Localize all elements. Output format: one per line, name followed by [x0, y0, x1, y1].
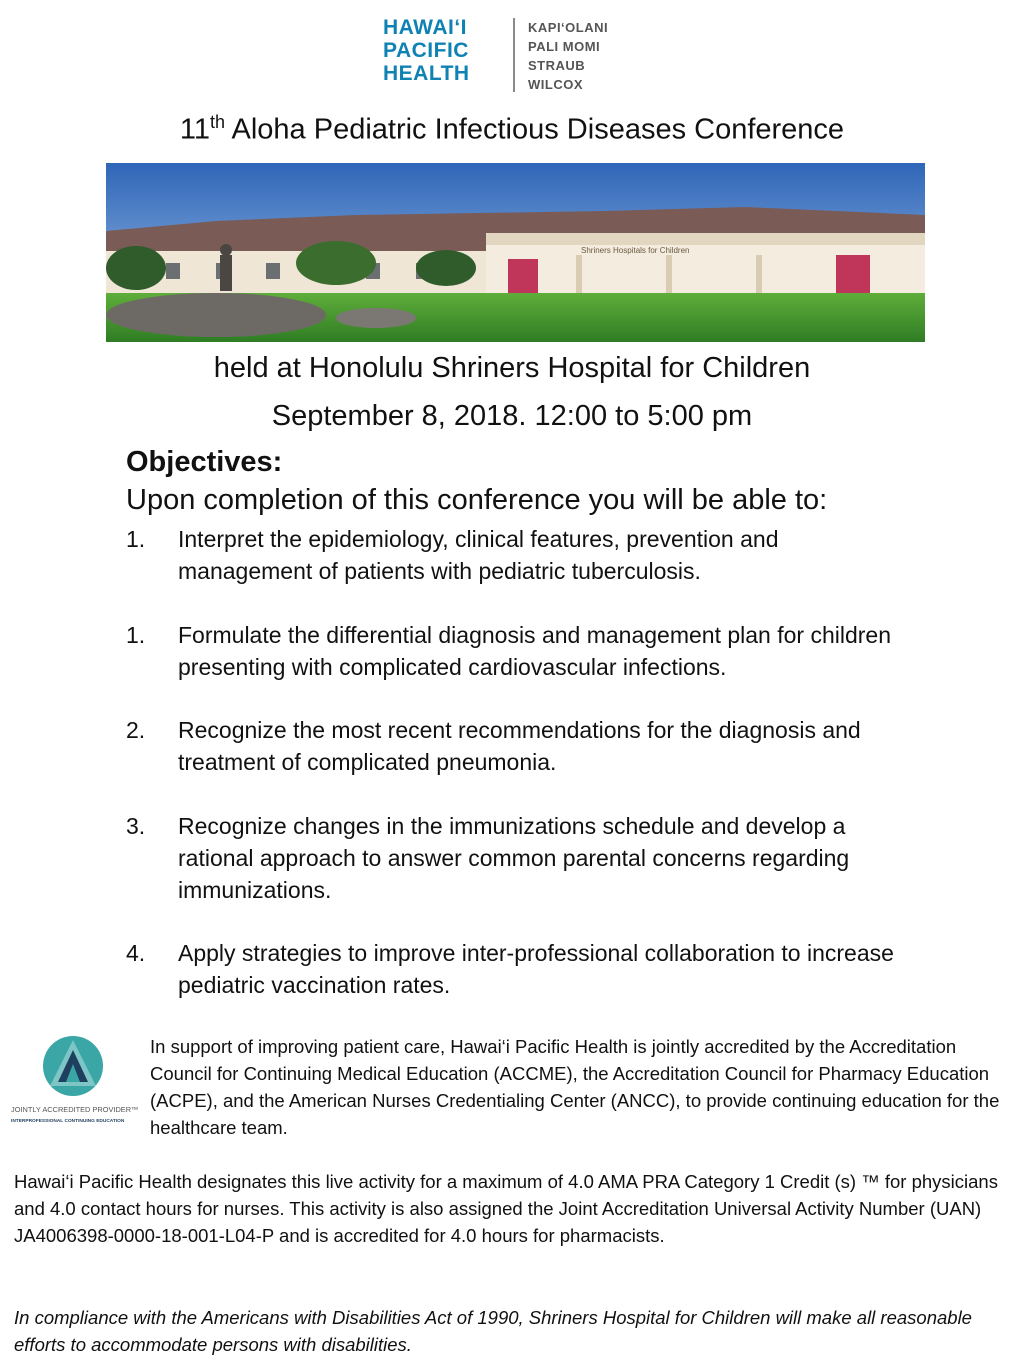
date-line: September 8, 2018. 12:00 to 5:00 pm	[271, 400, 753, 432]
logo-divider	[513, 18, 515, 92]
objectives-heading: Objectives:	[126, 446, 283, 478]
objective-item	[126, 937, 906, 1001]
tree	[296, 241, 376, 285]
tree	[106, 246, 166, 290]
statue	[220, 255, 232, 291]
logo-line: HAWAI‘I	[383, 16, 468, 39]
affiliate-name: WILCOX	[528, 77, 583, 92]
affiliate-name: PALI MOMI	[528, 39, 601, 54]
objective-item	[126, 619, 906, 683]
credit-designation: Hawai‘i Pacific Health designates this live activity for a maximum of 4.0 AMA PRA Category 1 Credit (s) ™ for physicians and 4.0 contact hours for nurses. This activity is also assigned the Joint Accreditation Universal Activity Number (UAN) JA4006398-0000-18-001-L04-P and is accredited for 4.0 hours for pharmacists.	[14, 1171, 998, 1246]
affiliate-name: STRAUB	[528, 58, 586, 73]
objective-text: Apply strategies to improve inter-professional collaboration to increase pediatric vaccination rates.	[178, 940, 894, 998]
accreditation-statement: In support of improving patient care, Hawai‘i Pacific Health is jointly accredited by the Accreditation Council for Continuing Medical Education (ACCME), the Accreditation Council for Pharmacy Education (ACPE), and the American Nurses Credentialing Center (ANCC), to provide continuing education for the healthcare team.	[150, 1036, 1000, 1138]
objective-number: 1.	[126, 526, 146, 552]
objective-item	[126, 714, 906, 778]
building-sign: Shriners Hospitals for Children	[581, 246, 690, 255]
objective-text: Recognize the most recent recommendations for the diagnosis and treatment of complicated pneumonia.	[178, 717, 861, 775]
objective-number: 1.	[126, 622, 146, 648]
window	[266, 263, 280, 279]
tree	[416, 250, 476, 286]
statue-head	[220, 244, 232, 256]
title-ordinal: th	[210, 112, 226, 132]
objective-text: Formulate the differential diagnosis and management plan for children presenting with complicated cardiovascular infections.	[178, 622, 891, 680]
logo-subcaption: INTERPROFESSIONAL CONTINUING EDUCATION	[11, 1119, 125, 1124]
banner	[508, 259, 538, 293]
objective-item	[126, 810, 906, 906]
entrance-canopy	[486, 233, 925, 245]
title-number: 11	[179, 113, 211, 146]
logo-wordmark	[383, 16, 470, 85]
hawaii-pacific-health-logo	[383, 16, 653, 96]
logo-line: PACIFIC	[383, 39, 469, 62]
jointly-accredited-provider-logo	[8, 1024, 138, 1134]
objective-number: 4.	[126, 940, 146, 966]
rock	[336, 308, 416, 328]
objective-text: Recognize changes in the immunizations schedule and develop a rational approach to answer common parental concerns regarding immunizations.	[178, 813, 850, 903]
affiliate-name: KAPI‘OLANI	[528, 20, 609, 35]
objective-text: Interpret the epidemiology, clinical features, prevention and management of patients with pediatric tuberculosis.	[178, 526, 779, 584]
objective-number: 3.	[126, 813, 146, 839]
hospital-photo	[106, 163, 925, 342]
logo-line: HEALTH	[383, 62, 470, 85]
window	[166, 263, 180, 279]
title-text: Aloha Pediatric Infectious Diseases Conference	[225, 113, 845, 146]
conference-title	[0, 112, 1024, 147]
logo-affiliates	[528, 18, 608, 94]
banner	[836, 255, 870, 293]
objective-item	[126, 523, 906, 587]
objectives-intro: Upon completion of this conference you will be able to:	[126, 484, 828, 516]
objective-number: 2.	[126, 717, 146, 743]
ada-notice: In compliance with the Americans with Disabilities Act of 1990, Shriners Hospital for Children will make all reasonable efforts to accommodate persons with disabilities.	[14, 1307, 972, 1355]
venue-line: held at Honolulu Shriners Hospital for Children	[213, 352, 811, 384]
logo-caption: JOINTLY ACCREDITED PROVIDER™	[11, 1105, 138, 1114]
rock-base	[106, 293, 326, 337]
